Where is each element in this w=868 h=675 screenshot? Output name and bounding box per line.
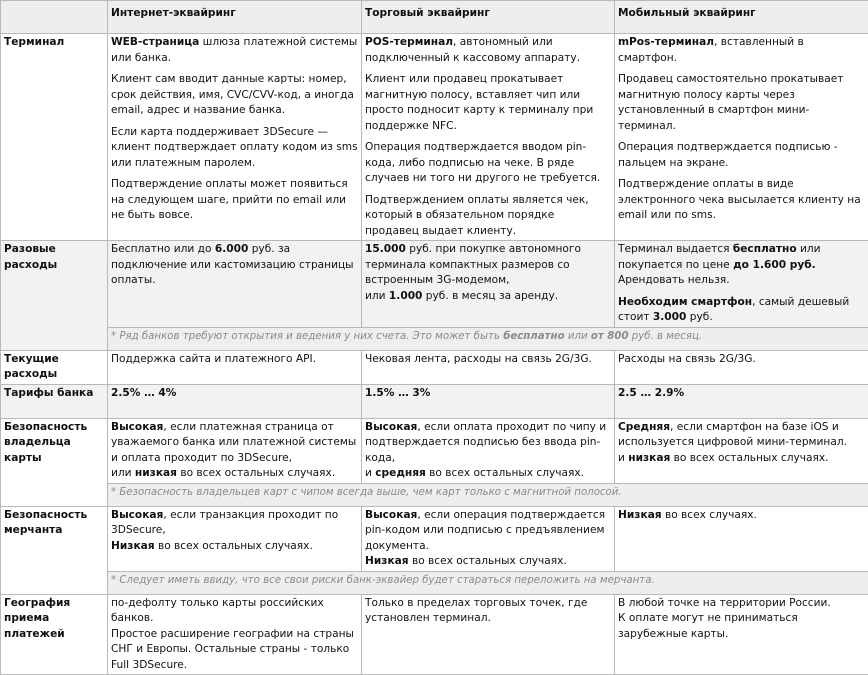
row-geography [1, 594, 868, 675]
row-current [1, 350, 868, 384]
header-mobile: Мобильный эквайринг [615, 1, 868, 34]
row-label-current: Текущие расходы [1, 350, 108, 384]
cell-onetime-mobile: Терминал выдается бесплатно или покупается по цене до 1.600 руб. Арендовать нельзя. Необходим смартфон, самый дешевый стоит 3.000 руб. [615, 241, 868, 328]
row-label-owner-security: Безопасность владельца карты [1, 418, 108, 506]
row-label-merchant-security: Безопасность мерчанта [1, 506, 108, 594]
cell-terminal-mobile: mPos-терминал, вставленный в смартфон. Продавец самостоятельно прокатывает магнитную полосу карты через установленный в смартфон мини-терминал. Операция подтверждается подписью - пальцем на экране. Подтверждение оплаты в виде электронного чека высылается клиенту на email или по sms. [615, 34, 868, 241]
cell-geography-mobile: В любой точке на территории России. К оплате могут не приниматься зарубежные карты. [615, 594, 868, 675]
header-empty [1, 1, 108, 34]
cell-owner-security-mobile: Средняя, если смартфон на базе iOS и используется цифровой мини-терминал. и низкая во всех остальных случаях. [615, 418, 868, 483]
cell-onetime-trade: 15.000 руб. при покупке автономного терминала компактных размеров со встроенным 3G-модемом, или 1.000 руб. в месяц за аренду. [362, 241, 615, 328]
row-terminal [1, 34, 868, 241]
row-onetime [1, 241, 868, 328]
cell-tariffs-mobile: 2.5 … 2.9% [615, 384, 868, 418]
cell-merchant-security-trade: Высокая, если операция подтверждается pin-кодом или подписью с предъявлением документа. Низкая во всех остальных случаях. [362, 506, 615, 571]
cell-current-mobile: Расходы на связь 2G/3G. [615, 350, 868, 384]
cell-terminal-trade: POS-терминал, автономный или подключенный к кассовому аппарату. Клиент или продавец прокатывает магнитную полосу, вставляет чип или просто подносит карту к терминалу при поддержке NFC. Операция подтверждается вводом pin-кода, либо подписью на чеке. В ряде случаев ни того ни другого не требуется. Подтверждением оплаты является чек, который в обязательном порядке продавец выдает клиенту. [362, 34, 615, 241]
row-merchant-security [1, 506, 868, 571]
header-trade: Торговый эквайринг [362, 1, 615, 34]
cell-tariffs-internet: 2.5% … 4% [108, 384, 362, 418]
cell-terminal-internet: WEB-страница шлюза платежной системы или банка. Клиент сам вводит данные карты: номер, срок действия, имя, CVC/CVV-код, а иногда email, адрес и название банка. Если карта поддерживает 3DSecure — клиент подтверждает оплату кодом из sms или платежным паролем. Подтверждение оплаты может появиться на следующем шаге, прийти по email или не быть вовсе. [108, 34, 362, 241]
row-label-geography: География приема платежей [1, 594, 108, 675]
cell-merchant-security-mobile: Низкая во всех случаях. [615, 506, 868, 571]
cell-owner-security-trade: Высокая, если оплата проходит по чипу и подтверждается подписью без ввода pin-кода, и средняя во всех остальных случаях. [362, 418, 615, 483]
row-onetime-note [1, 327, 868, 350]
cell-geography-trade: Только в пределах торговых точек, где установлен терминал. [362, 594, 615, 675]
cell-geography-internet: по-дефолту только карты российских банков. Простое расширение географии на страны СНГ и Европы. Остальные страны - только Full 3DSecure. [108, 594, 362, 675]
cell-owner-security-internet: Высокая, если платежная страница от уважаемого банка или платежной системы и оплата проходит по 3DSecure, или низкая во всех остальных случаях. [108, 418, 362, 483]
note-owner-security: * Безопасность владельцев карт с чипом всегда выше, чем карт только с магнитной полосой. [108, 483, 868, 506]
row-label-tariffs: Тарифы банка [1, 384, 108, 418]
row-owner-security [1, 418, 868, 483]
note-merchant-security: * Следует иметь ввиду, что все свои риски банк-эквайер будет стараться переложить на мерчанта. [108, 571, 868, 594]
row-tariffs [1, 384, 868, 418]
row-merchant-security-note [1, 571, 868, 594]
cell-onetime-internet: Бесплатно или до 6.000 руб. за подключение или кастомизацию страницы оплаты. [108, 241, 362, 328]
header-internet: Интернет-эквайринг [108, 1, 362, 34]
cell-tariffs-trade: 1.5% … 3% [362, 384, 615, 418]
header-row [1, 1, 868, 34]
cell-current-internet: Поддержка сайта и платежного API. [108, 350, 362, 384]
row-owner-security-note [1, 483, 868, 506]
note-onetime: * Ряд банков требуют открытия и ведения у них счета. Это может быть бесплатно или от 800 руб. в месяц. [108, 327, 868, 350]
cell-merchant-security-internet: Высокая, если транзакция проходит по 3DSecure, Низкая во всех остальных случаях. [108, 506, 362, 571]
row-label-terminal: Терминал [1, 34, 108, 241]
row-label-onetime: Разовые расходы [1, 241, 108, 351]
cell-current-trade: Чековая лента, расходы на связь 2G/3G. [362, 350, 615, 384]
